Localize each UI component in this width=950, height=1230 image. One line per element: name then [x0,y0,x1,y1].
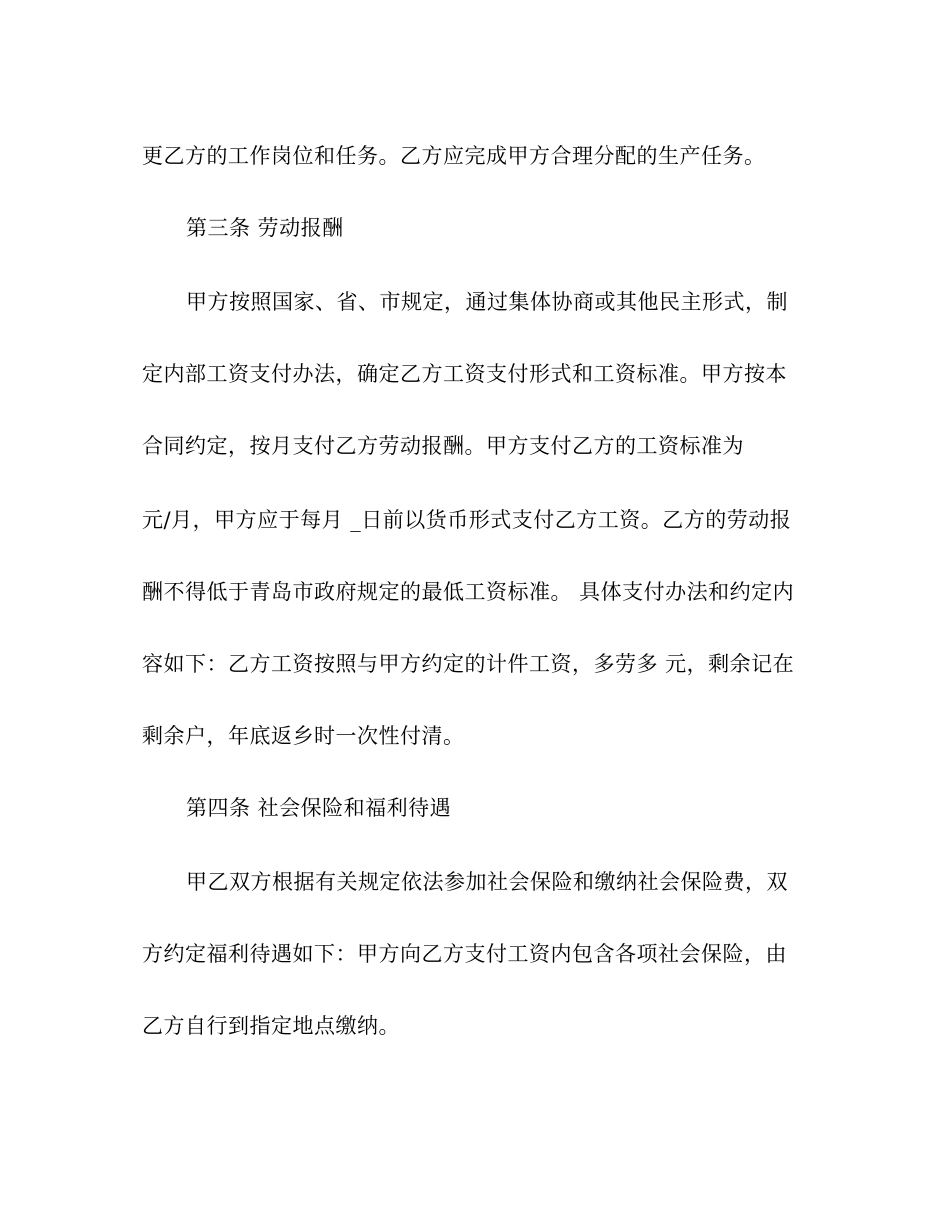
paragraph-line: 剩余户，年底返乡时一次性付清。 [142,724,465,748]
paragraph-line: 合同约定，按月支付乙方劳动报酬。甲方支付乙方的工资标准为 [142,434,744,458]
paragraph-line: 甲乙双方根据有关规定依法参加社会保险和缴纳社会保险费，双 [186,870,788,894]
article-heading: 第三条 劳动报酬 [186,216,344,240]
paragraph-line: 定内部工资支付办法，确定乙方工资支付形式和工资标准。甲方按本 [142,362,787,386]
paragraph-line: 方约定福利待遇如下：甲方向乙方支付工资内包含各项社会保险，由 [142,942,787,966]
paragraph-line: 酬不得低于青岛市政府规定的最低工资标准。 具体支付办法和约定内 [142,580,795,604]
article-heading: 第四条 社会保险和福利待遇 [186,796,452,820]
paragraph-line: 容如下：乙方工资按照与甲方约定的计件工资，多劳多 元，剩余记在 [142,652,795,676]
paragraph-line: 元/月，甲方应于每月 _日前以货币形式支付乙方工资。乙方的劳动报 [142,508,792,532]
paragraph-line: 乙方自行到指定地点缴纳。 [142,1014,400,1038]
paragraph-line: 甲方按照国家、省、市规定，通过集体协商或其他民主形式，制 [186,290,788,314]
paragraph-line: 更乙方的工作岗位和任务。乙方应完成甲方合理分配的生产任务。 [142,144,766,168]
